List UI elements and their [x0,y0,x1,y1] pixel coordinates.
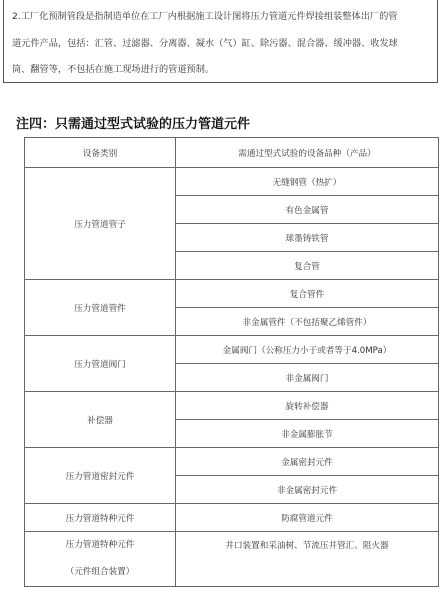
product-cell: 非金属密封元件 [176,476,439,504]
category-line-1: 压力管道特种元件 [65,540,135,550]
product-cell: 非金属管件（不包括聚乙烯管件） [176,308,439,336]
product-cell: 无缝钢管（热扩） [176,168,439,196]
product-cell: 有色金属管 [176,196,439,224]
product-cell: 非金属阀门 [176,364,439,392]
product-cell: 球墨铸铁管 [176,224,439,252]
note-line-2: 道元件产品，包括：汇管、过滤器、分离器、凝水（气）缸、除污器、混合器、缓冲器、收发球 [12,38,398,49]
category-cell [25,532,176,587]
type-test-table [24,137,439,587]
category-cell: 压力管道阀门 [25,336,176,392]
table-row [25,532,439,587]
table-row [25,392,439,420]
product-cell: 防腐管道元件 [176,504,439,532]
category-cell: 补偿器 [25,392,176,448]
product-cell: 复合管 [176,252,439,280]
table-row [25,280,439,308]
header-products: 需通过型式试验的设备品种（产品） [176,138,439,168]
product-cell: 非金属膨胀节 [176,420,439,448]
note-line-3: 筒、翻管等，不包括在施工现场进行的管道预制。 [12,64,215,75]
note-box [3,0,438,83]
product-cell: 金属密封元件 [176,448,439,476]
category-line-2: （元件组合装置） [65,567,135,577]
note-line-1: 2.工厂化预制管段是指制造单位在工厂内根据施工设计图将压力管道元件焊接组装整体出厂的管 [12,11,398,22]
product-cell: 金属阀门（公称压力小于或者等于4.0MPa） [176,336,439,364]
table-row [25,168,439,196]
table-row [25,504,439,532]
table-row [25,448,439,476]
product-cell: 井口装置和采油树、节流压井管汇、阻火器 [176,532,439,587]
category-cell: 压力管道密封元件 [25,448,176,504]
category-cell: 压力管道管件 [25,280,176,336]
category-cell: 压力管道管子 [25,168,176,280]
product-cell: 复合管件 [176,280,439,308]
product-cell: 旋转补偿器 [176,392,439,420]
table-row [25,336,439,364]
category-cell: 压力管道特种元件 [25,504,176,532]
table-header-row [25,138,439,168]
header-category: 设备类别 [25,138,176,168]
section-title: 注四：只需通过型式试验的压力管道元件 [16,117,251,132]
